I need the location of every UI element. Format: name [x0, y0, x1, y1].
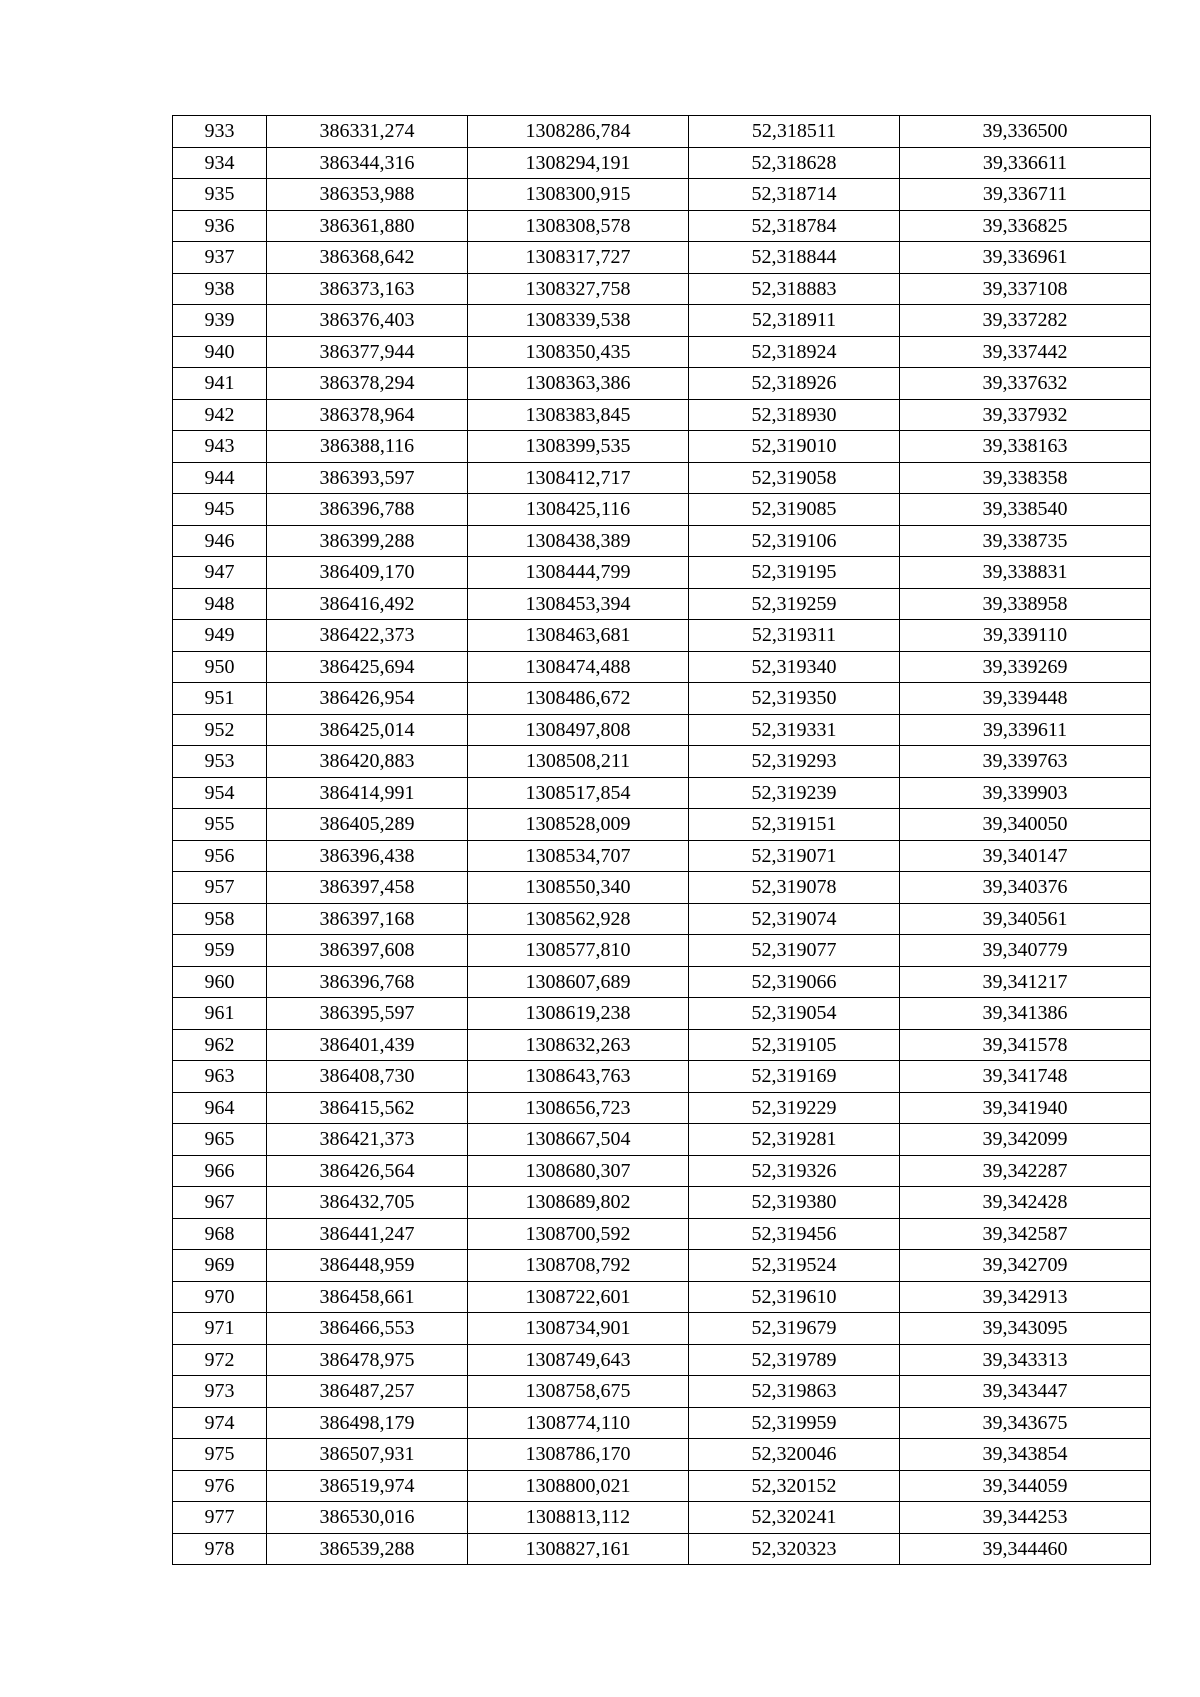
point-number-cell: 971: [173, 1313, 267, 1345]
longitude-cell: 39,344253: [900, 1502, 1151, 1534]
table-row: [173, 462, 1151, 494]
y-coordinate-cell: 1308486,672: [468, 683, 689, 715]
table-row: [173, 494, 1151, 526]
x-coordinate-cell: 386416,492: [267, 588, 468, 620]
y-coordinate-cell: 1308425,116: [468, 494, 689, 526]
point-number-cell: 936: [173, 210, 267, 242]
y-coordinate-cell: 1308656,723: [468, 1092, 689, 1124]
point-number-cell: 965: [173, 1124, 267, 1156]
x-coordinate-cell: 386448,959: [267, 1250, 468, 1282]
x-coordinate-cell: 386397,608: [267, 935, 468, 967]
longitude-cell: 39,340147: [900, 840, 1151, 872]
longitude-cell: 39,339448: [900, 683, 1151, 715]
table-row: [173, 1281, 1151, 1313]
y-coordinate-cell: 1308689,802: [468, 1187, 689, 1219]
table-row: [173, 1187, 1151, 1219]
y-coordinate-cell: 1308534,707: [468, 840, 689, 872]
x-coordinate-cell: 386425,694: [267, 651, 468, 683]
x-coordinate-cell: 386425,014: [267, 714, 468, 746]
x-coordinate-cell: 386415,562: [267, 1092, 468, 1124]
latitude-cell: 52,318784: [689, 210, 900, 242]
table-row: [173, 1124, 1151, 1156]
latitude-cell: 52,319151: [689, 809, 900, 841]
longitude-cell: 39,341940: [900, 1092, 1151, 1124]
x-coordinate-cell: 386399,288: [267, 525, 468, 557]
longitude-cell: 39,337282: [900, 305, 1151, 337]
point-number-cell: 966: [173, 1155, 267, 1187]
x-coordinate-cell: 386395,597: [267, 998, 468, 1030]
latitude-cell: 52,319195: [689, 557, 900, 589]
latitude-cell: 52,319959: [689, 1407, 900, 1439]
longitude-cell: 39,337932: [900, 399, 1151, 431]
x-coordinate-cell: 386519,974: [267, 1470, 468, 1502]
longitude-cell: 39,343675: [900, 1407, 1151, 1439]
y-coordinate-cell: 1308619,238: [468, 998, 689, 1030]
x-coordinate-cell: 386539,288: [267, 1533, 468, 1565]
y-coordinate-cell: 1308453,394: [468, 588, 689, 620]
table-row: [173, 1250, 1151, 1282]
y-coordinate-cell: 1308722,601: [468, 1281, 689, 1313]
table-row: [173, 368, 1151, 400]
x-coordinate-cell: 386397,458: [267, 872, 468, 904]
y-coordinate-cell: 1308607,689: [468, 966, 689, 998]
latitude-cell: 52,319071: [689, 840, 900, 872]
y-coordinate-cell: 1308327,758: [468, 273, 689, 305]
longitude-cell: 39,343447: [900, 1376, 1151, 1408]
longitude-cell: 39,339903: [900, 777, 1151, 809]
longitude-cell: 39,337442: [900, 336, 1151, 368]
y-coordinate-cell: 1308412,717: [468, 462, 689, 494]
y-coordinate-cell: 1308667,504: [468, 1124, 689, 1156]
longitude-cell: 39,340779: [900, 935, 1151, 967]
longitude-cell: 39,338163: [900, 431, 1151, 463]
point-number-cell: 949: [173, 620, 267, 652]
point-number-cell: 943: [173, 431, 267, 463]
table-row: [173, 116, 1151, 148]
latitude-cell: 52,319293: [689, 746, 900, 778]
latitude-cell: 52,318911: [689, 305, 900, 337]
longitude-cell: 39,344059: [900, 1470, 1151, 1502]
y-coordinate-cell: 1308294,191: [468, 147, 689, 179]
x-coordinate-cell: 386466,553: [267, 1313, 468, 1345]
latitude-cell: 52,318511: [689, 116, 900, 148]
x-coordinate-cell: 386378,294: [267, 368, 468, 400]
point-number-cell: 973: [173, 1376, 267, 1408]
x-coordinate-cell: 386478,975: [267, 1344, 468, 1376]
point-number-cell: 947: [173, 557, 267, 589]
latitude-cell: 52,320152: [689, 1470, 900, 1502]
table-row: [173, 242, 1151, 274]
point-number-cell: 953: [173, 746, 267, 778]
y-coordinate-cell: 1308317,727: [468, 242, 689, 274]
x-coordinate-cell: 386426,564: [267, 1155, 468, 1187]
x-coordinate-cell: 386507,931: [267, 1439, 468, 1471]
x-coordinate-cell: 386373,163: [267, 273, 468, 305]
point-number-cell: 964: [173, 1092, 267, 1124]
latitude-cell: 52,319789: [689, 1344, 900, 1376]
x-coordinate-cell: 386396,438: [267, 840, 468, 872]
point-number-cell: 970: [173, 1281, 267, 1313]
point-number-cell: 954: [173, 777, 267, 809]
latitude-cell: 52,319524: [689, 1250, 900, 1282]
x-coordinate-cell: 386487,257: [267, 1376, 468, 1408]
longitude-cell: 39,336961: [900, 242, 1151, 274]
table-row: [173, 1155, 1151, 1187]
y-coordinate-cell: 1308680,307: [468, 1155, 689, 1187]
longitude-cell: 39,336500: [900, 116, 1151, 148]
latitude-cell: 52,319456: [689, 1218, 900, 1250]
latitude-cell: 52,319058: [689, 462, 900, 494]
latitude-cell: 52,318926: [689, 368, 900, 400]
coordinates-table: [172, 115, 1151, 1565]
longitude-cell: 39,342913: [900, 1281, 1151, 1313]
latitude-cell: 52,318930: [689, 399, 900, 431]
latitude-cell: 52,320046: [689, 1439, 900, 1471]
y-coordinate-cell: 1308577,810: [468, 935, 689, 967]
latitude-cell: 52,320323: [689, 1533, 900, 1565]
table-row: [173, 651, 1151, 683]
y-coordinate-cell: 1308708,792: [468, 1250, 689, 1282]
coordinates-table-body: [173, 116, 1151, 1565]
table-row: [173, 998, 1151, 1030]
table-row: [173, 1092, 1151, 1124]
longitude-cell: 39,336825: [900, 210, 1151, 242]
point-number-cell: 959: [173, 935, 267, 967]
point-number-cell: 945: [173, 494, 267, 526]
point-number-cell: 975: [173, 1439, 267, 1471]
latitude-cell: 52,319105: [689, 1029, 900, 1061]
x-coordinate-cell: 386414,991: [267, 777, 468, 809]
y-coordinate-cell: 1308444,799: [468, 557, 689, 589]
latitude-cell: 52,318883: [689, 273, 900, 305]
longitude-cell: 39,341748: [900, 1061, 1151, 1093]
latitude-cell: 52,319054: [689, 998, 900, 1030]
y-coordinate-cell: 1308562,928: [468, 903, 689, 935]
x-coordinate-cell: 386458,661: [267, 1281, 468, 1313]
latitude-cell: 52,319106: [689, 525, 900, 557]
table-row: [173, 1470, 1151, 1502]
x-coordinate-cell: 386378,964: [267, 399, 468, 431]
table-row: [173, 431, 1151, 463]
point-number-cell: 967: [173, 1187, 267, 1219]
longitude-cell: 39,340050: [900, 809, 1151, 841]
latitude-cell: 52,319074: [689, 903, 900, 935]
longitude-cell: 39,342587: [900, 1218, 1151, 1250]
longitude-cell: 39,336711: [900, 179, 1151, 211]
table-row: [173, 935, 1151, 967]
y-coordinate-cell: 1308508,211: [468, 746, 689, 778]
latitude-cell: 52,319331: [689, 714, 900, 746]
longitude-cell: 39,339110: [900, 620, 1151, 652]
x-coordinate-cell: 386530,016: [267, 1502, 468, 1534]
x-coordinate-cell: 386420,883: [267, 746, 468, 778]
point-number-cell: 933: [173, 116, 267, 148]
point-number-cell: 935: [173, 179, 267, 211]
point-number-cell: 957: [173, 872, 267, 904]
point-number-cell: 934: [173, 147, 267, 179]
y-coordinate-cell: 1308813,112: [468, 1502, 689, 1534]
table-row: [173, 1218, 1151, 1250]
table-row: [173, 179, 1151, 211]
table-row: [173, 872, 1151, 904]
table-row: [173, 147, 1151, 179]
point-number-cell: 976: [173, 1470, 267, 1502]
table-row: [173, 809, 1151, 841]
y-coordinate-cell: 1308800,021: [468, 1470, 689, 1502]
point-number-cell: 950: [173, 651, 267, 683]
x-coordinate-cell: 386376,403: [267, 305, 468, 337]
y-coordinate-cell: 1308350,435: [468, 336, 689, 368]
x-coordinate-cell: 386393,597: [267, 462, 468, 494]
latitude-cell: 52,318628: [689, 147, 900, 179]
point-number-cell: 955: [173, 809, 267, 841]
table-row: [173, 1407, 1151, 1439]
point-number-cell: 956: [173, 840, 267, 872]
y-coordinate-cell: 1308308,578: [468, 210, 689, 242]
latitude-cell: 52,319311: [689, 620, 900, 652]
latitude-cell: 52,319169: [689, 1061, 900, 1093]
latitude-cell: 52,320241: [689, 1502, 900, 1534]
x-coordinate-cell: 386344,316: [267, 147, 468, 179]
longitude-cell: 39,340561: [900, 903, 1151, 935]
point-number-cell: 978: [173, 1533, 267, 1565]
table-row: [173, 1376, 1151, 1408]
latitude-cell: 52,318844: [689, 242, 900, 274]
latitude-cell: 52,319066: [689, 966, 900, 998]
latitude-cell: 52,319350: [689, 683, 900, 715]
x-coordinate-cell: 386377,944: [267, 336, 468, 368]
table-row: [173, 557, 1151, 589]
longitude-cell: 39,338540: [900, 494, 1151, 526]
point-number-cell: 961: [173, 998, 267, 1030]
table-row: [173, 1313, 1151, 1345]
latitude-cell: 52,319078: [689, 872, 900, 904]
x-coordinate-cell: 386441,247: [267, 1218, 468, 1250]
y-coordinate-cell: 1308643,763: [468, 1061, 689, 1093]
table-row: [173, 1029, 1151, 1061]
longitude-cell: 39,338358: [900, 462, 1151, 494]
longitude-cell: 39,340376: [900, 872, 1151, 904]
y-coordinate-cell: 1308399,535: [468, 431, 689, 463]
longitude-cell: 39,338735: [900, 525, 1151, 557]
table-row: [173, 525, 1151, 557]
latitude-cell: 52,319085: [689, 494, 900, 526]
table-row: [173, 336, 1151, 368]
table-row: [173, 1344, 1151, 1376]
y-coordinate-cell: 1308827,161: [468, 1533, 689, 1565]
table-row: [173, 273, 1151, 305]
point-number-cell: 951: [173, 683, 267, 715]
y-coordinate-cell: 1308438,389: [468, 525, 689, 557]
y-coordinate-cell: 1308786,170: [468, 1439, 689, 1471]
longitude-cell: 39,339611: [900, 714, 1151, 746]
x-coordinate-cell: 386396,768: [267, 966, 468, 998]
y-coordinate-cell: 1308774,110: [468, 1407, 689, 1439]
point-number-cell: 968: [173, 1218, 267, 1250]
table-row: [173, 1502, 1151, 1534]
table-row: [173, 210, 1151, 242]
point-number-cell: 938: [173, 273, 267, 305]
latitude-cell: 52,319229: [689, 1092, 900, 1124]
point-number-cell: 952: [173, 714, 267, 746]
x-coordinate-cell: 386368,642: [267, 242, 468, 274]
longitude-cell: 39,341217: [900, 966, 1151, 998]
longitude-cell: 39,341386: [900, 998, 1151, 1030]
longitude-cell: 39,343313: [900, 1344, 1151, 1376]
x-coordinate-cell: 386408,730: [267, 1061, 468, 1093]
y-coordinate-cell: 1308734,901: [468, 1313, 689, 1345]
longitude-cell: 39,342287: [900, 1155, 1151, 1187]
x-coordinate-cell: 386388,116: [267, 431, 468, 463]
longitude-cell: 39,344460: [900, 1533, 1151, 1565]
x-coordinate-cell: 386405,289: [267, 809, 468, 841]
x-coordinate-cell: 386361,880: [267, 210, 468, 242]
point-number-cell: 944: [173, 462, 267, 494]
y-coordinate-cell: 1308700,592: [468, 1218, 689, 1250]
longitude-cell: 39,337108: [900, 273, 1151, 305]
longitude-cell: 39,342428: [900, 1187, 1151, 1219]
x-coordinate-cell: 386498,179: [267, 1407, 468, 1439]
table-row: [173, 903, 1151, 935]
x-coordinate-cell: 386409,170: [267, 557, 468, 589]
latitude-cell: 52,319010: [689, 431, 900, 463]
longitude-cell: 39,341578: [900, 1029, 1151, 1061]
latitude-cell: 52,319863: [689, 1376, 900, 1408]
point-number-cell: 972: [173, 1344, 267, 1376]
y-coordinate-cell: 1308286,784: [468, 116, 689, 148]
point-number-cell: 940: [173, 336, 267, 368]
table-row: [173, 620, 1151, 652]
latitude-cell: 52,318714: [689, 179, 900, 211]
table-row: [173, 588, 1151, 620]
longitude-cell: 39,343854: [900, 1439, 1151, 1471]
y-coordinate-cell: 1308758,675: [468, 1376, 689, 1408]
table-row: [173, 1439, 1151, 1471]
longitude-cell: 39,338831: [900, 557, 1151, 589]
latitude-cell: 52,319259: [689, 588, 900, 620]
point-number-cell: 963: [173, 1061, 267, 1093]
x-coordinate-cell: 386421,373: [267, 1124, 468, 1156]
point-number-cell: 958: [173, 903, 267, 935]
point-number-cell: 941: [173, 368, 267, 400]
longitude-cell: 39,336611: [900, 147, 1151, 179]
latitude-cell: 52,319239: [689, 777, 900, 809]
table-row: [173, 777, 1151, 809]
y-coordinate-cell: 1308497,808: [468, 714, 689, 746]
y-coordinate-cell: 1308383,845: [468, 399, 689, 431]
y-coordinate-cell: 1308339,538: [468, 305, 689, 337]
longitude-cell: 39,339763: [900, 746, 1151, 778]
x-coordinate-cell: 386426,954: [267, 683, 468, 715]
x-coordinate-cell: 386401,439: [267, 1029, 468, 1061]
latitude-cell: 52,319281: [689, 1124, 900, 1156]
y-coordinate-cell: 1308517,854: [468, 777, 689, 809]
point-number-cell: 974: [173, 1407, 267, 1439]
y-coordinate-cell: 1308550,340: [468, 872, 689, 904]
y-coordinate-cell: 1308749,643: [468, 1344, 689, 1376]
y-coordinate-cell: 1308463,681: [468, 620, 689, 652]
y-coordinate-cell: 1308300,915: [468, 179, 689, 211]
latitude-cell: 52,319679: [689, 1313, 900, 1345]
x-coordinate-cell: 386432,705: [267, 1187, 468, 1219]
longitude-cell: 39,342709: [900, 1250, 1151, 1282]
latitude-cell: 52,319380: [689, 1187, 900, 1219]
table-row: [173, 683, 1151, 715]
x-coordinate-cell: 386396,788: [267, 494, 468, 526]
table-row: [173, 399, 1151, 431]
table-row: [173, 714, 1151, 746]
point-number-cell: 939: [173, 305, 267, 337]
latitude-cell: 52,318924: [689, 336, 900, 368]
point-number-cell: 942: [173, 399, 267, 431]
y-coordinate-cell: 1308474,488: [468, 651, 689, 683]
y-coordinate-cell: 1308528,009: [468, 809, 689, 841]
latitude-cell: 52,319610: [689, 1281, 900, 1313]
longitude-cell: 39,337632: [900, 368, 1151, 400]
x-coordinate-cell: 386331,274: [267, 116, 468, 148]
latitude-cell: 52,319077: [689, 935, 900, 967]
point-number-cell: 962: [173, 1029, 267, 1061]
table-row: [173, 1533, 1151, 1565]
y-coordinate-cell: 1308363,386: [468, 368, 689, 400]
point-number-cell: 977: [173, 1502, 267, 1534]
x-coordinate-cell: 386353,988: [267, 179, 468, 211]
point-number-cell: 946: [173, 525, 267, 557]
table-row: [173, 840, 1151, 872]
x-coordinate-cell: 386422,373: [267, 620, 468, 652]
point-number-cell: 948: [173, 588, 267, 620]
latitude-cell: 52,319340: [689, 651, 900, 683]
table-row: [173, 305, 1151, 337]
longitude-cell: 39,343095: [900, 1313, 1151, 1345]
y-coordinate-cell: 1308632,263: [468, 1029, 689, 1061]
point-number-cell: 960: [173, 966, 267, 998]
table-row: [173, 746, 1151, 778]
latitude-cell: 52,319326: [689, 1155, 900, 1187]
longitude-cell: 39,339269: [900, 651, 1151, 683]
longitude-cell: 39,342099: [900, 1124, 1151, 1156]
longitude-cell: 39,338958: [900, 588, 1151, 620]
point-number-cell: 969: [173, 1250, 267, 1282]
table-row: [173, 1061, 1151, 1093]
point-number-cell: 937: [173, 242, 267, 274]
table-row: [173, 966, 1151, 998]
x-coordinate-cell: 386397,168: [267, 903, 468, 935]
